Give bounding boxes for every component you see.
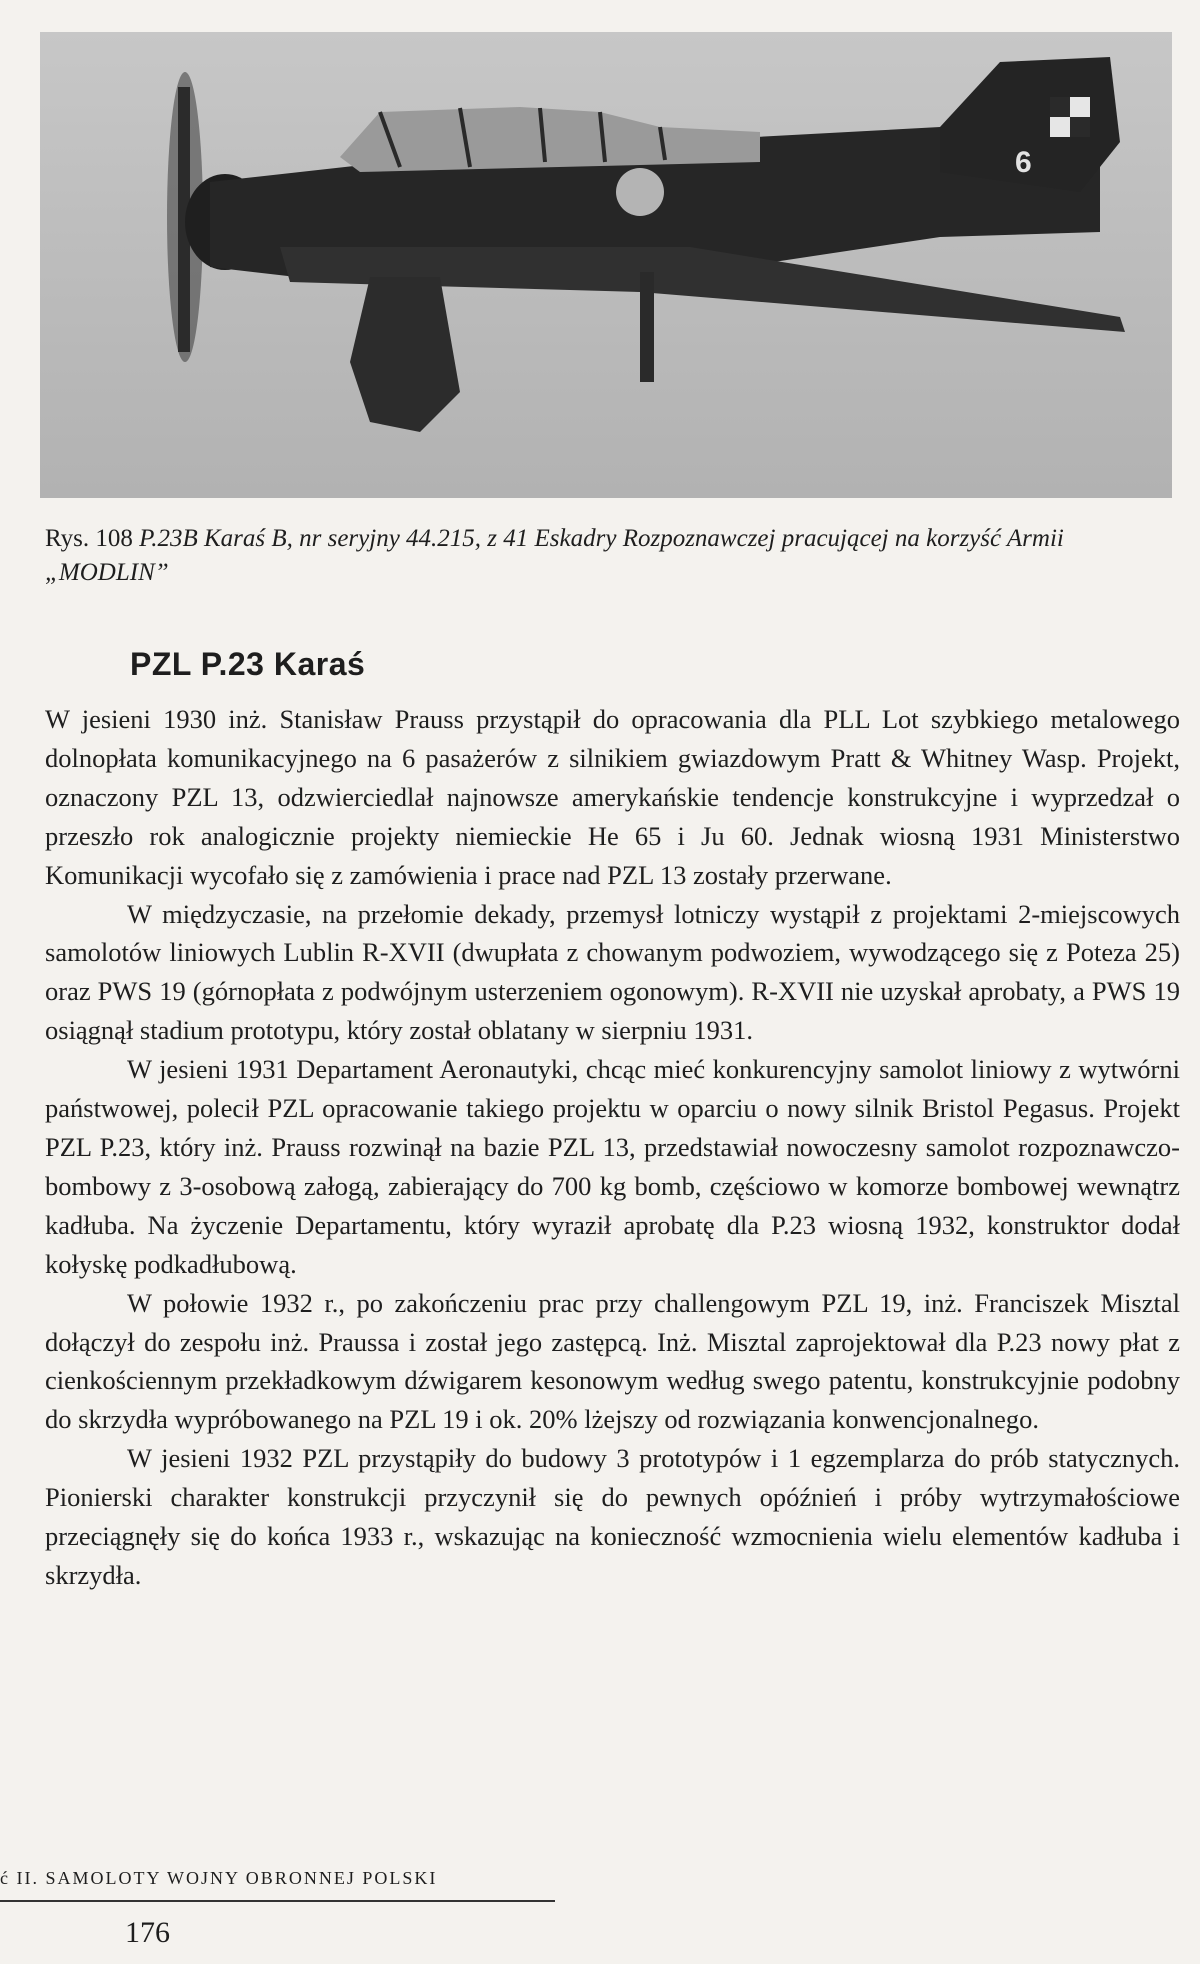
aircraft-photo bbox=[40, 32, 1172, 498]
checkerboard-marking bbox=[1050, 97, 1090, 137]
running-head: ć II. SAMOLOTY WOJNY OBRONNEJ POLSKI bbox=[0, 1868, 438, 1888]
figure-caption bbox=[45, 522, 1175, 590]
section-title: PZL P.23 Karaś bbox=[130, 646, 366, 682]
paragraph: W międzyczasie, na przełomie dekady, przemysł lotniczy wystąpił z projektami 2-miejscowych samolotów liniowych Lublin R-XVII (dwupłata z chowanym podwoziem, wywodzącego się z Poteza 25) oraz PWS 19 (górnopłata z podwójnym usterzeniem ogonowym). R-XVII nie uzyskał aprobaty, a PWS 19 osiągnął stadium prototypu, który został oblatany w sierpniu 1931. bbox=[45, 898, 1180, 1046]
caption-text: P.23B Karaś B, nr seryjny 44.215, z 41 Eskadry Rozpoznawczej pracującej na korzyść Armii „MODLIN” bbox=[45, 525, 1064, 586]
aircraft-illustration bbox=[40, 32, 1172, 498]
page-number: 176 bbox=[125, 1916, 170, 1949]
paragraph: W jesieni 1932 PZL przystąpiły do budowy 3 prototypów i 1 egzemplarza do prób statycznych. Pionierski charakter konstrukcji przyczynił się do pewnych opóźnień i próby wytrzymałościowe przeciągnęły się do końca 1933 r., wskazując na konieczność wzmocnienia wielu elementów kadłuba i skrzydła. bbox=[45, 1443, 1180, 1590]
paragraph: W jesieni 1931 Departament Aeronautyki, chcąc mieć konkurencyjny samolot liniowy z wytwórni państwowej, polecił PZL opracowanie takiego projektu w oparciu o nowy silnik Bristol Pegasus. Projekt PZL P.23, który inż. Prauss rozwinął na bazie PZL 13, przedstawiał nowoczesny samolot rozpoznawczo-bombowy z 3-osobową załogą, zabierający do 700 kg bomb, częściowo w komorze bombowej wewnątrz kadłuba. Na życzenie Departamentu, który wyraził aprobatę dla P.23 wiosną 1932, konstruktor dodał kołyskę podkadłubową. bbox=[45, 1054, 1180, 1279]
tail-number: 6 bbox=[1015, 146, 1032, 179]
body-text bbox=[45, 700, 1180, 1595]
footer-divider bbox=[0, 1900, 555, 1902]
paragraph: W jesieni 1930 inż. Stanisław Prauss przystąpił do opracowania dla PLL Lot szybkiego metalowego dolnopłata komunikacyjnego na 6 pasażerów z silnikiem gwiazdowym Pratt & Whitney Wasp. Projekt, oznaczony PZL 13, odzwierciedlał najnowsze amerykańskie tendencje konstrukcyjne i wyprzedzał o przeszło rok analogicznie projekty niemieckie He 65 i Ju 60. Jednak wiosną 1931 Ministerstwo Komunikacji wycofało się z zamówienia i prace nad PZL 13 zostały przerwane. bbox=[45, 704, 1180, 890]
caption-prefix: Rys. 108 bbox=[45, 525, 133, 552]
paragraph: W połowie 1932 r., po zakończeniu prac przy challengowym PZL 19, inż. Franciszek Misztal dołączył do zespołu inż. Praussa i został jego zastępcą. Inż. Misztal zaprojektował dla P.23 nowy płat z cienkościennym przekładkowym dźwigarem kesonowym według swego patentu, konstrukcyjnie podobny do skrzydła wypróbowanego na PZL 19 i ok. 20% lżejszy od rozwiązania konwencjonalnego. bbox=[45, 1287, 1180, 1435]
